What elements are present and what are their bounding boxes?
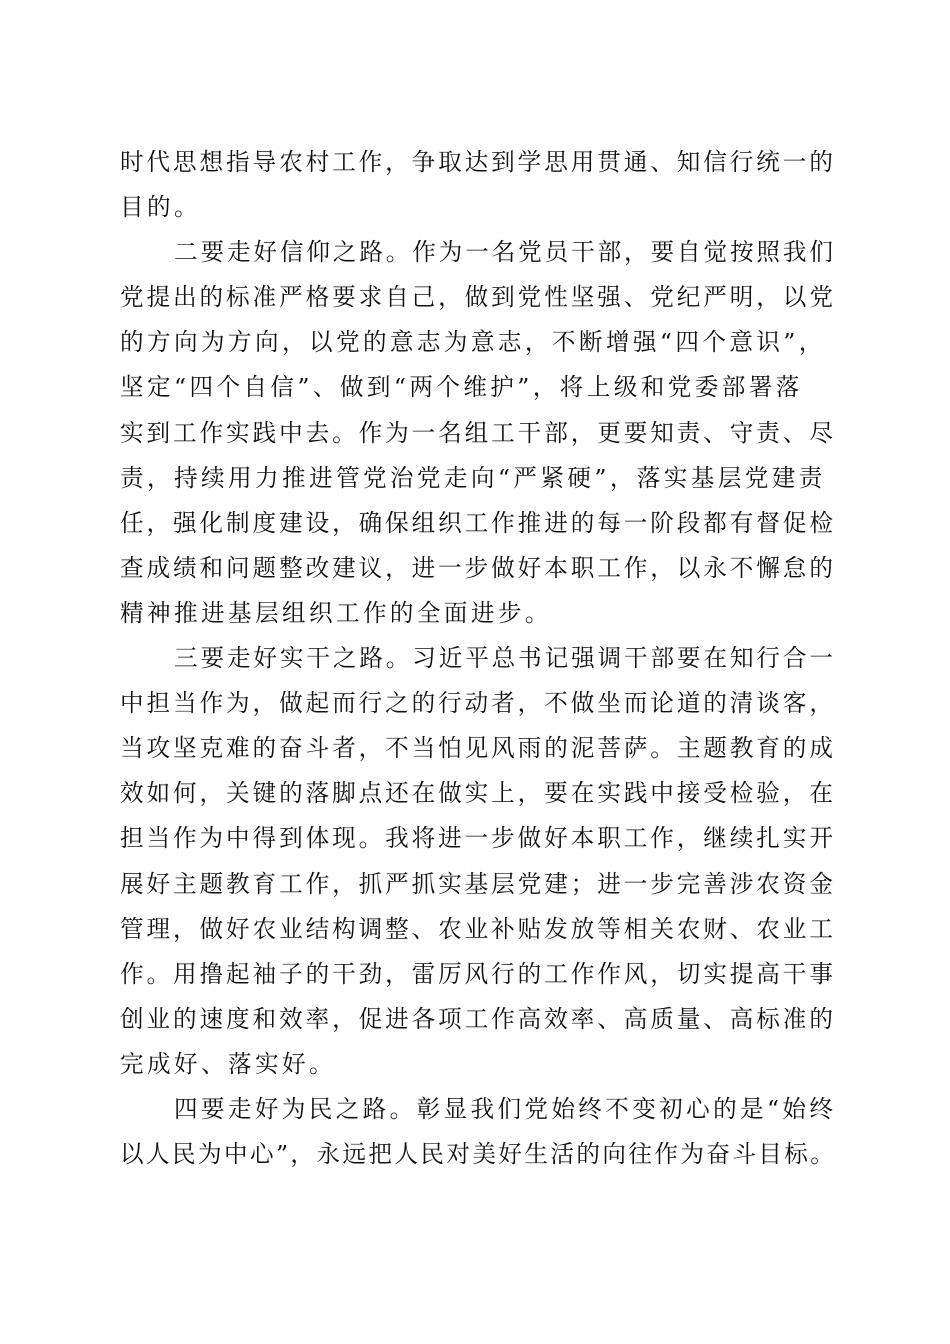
text-line: 精神推进基层组织工作的全面进步。	[120, 598, 552, 627]
paragraph-start-line: 二要走好信仰之路。作为一名党员干部，要自觉按照我们	[174, 238, 836, 267]
text-line: 目的。	[120, 193, 201, 222]
text-line: 查成绩和问题整改建议，进一步做好本职工作，以永不懈怠的	[120, 553, 836, 582]
paragraph-start-line: 三要走好实干之路。习近平总书记强调干部要在知行合一	[174, 644, 836, 673]
text-line: 任，强化制度建设，确保组织工作推进的每一阶段都有督促检	[120, 508, 836, 537]
text-line: 展好主题教育工作，抓严抓实基层党建；进一步完善涉农资金	[120, 869, 836, 898]
text-line: 责，持续用力推进管党治党走向“严紧硬”，落实基层党建责	[120, 463, 826, 492]
paragraph-start-line: 四要走好为民之路。彰显我们党始终不变初心的是“始终	[174, 1094, 837, 1123]
document-body	[120, 140, 836, 1177]
text-line: 党提出的标准严格要求自己，做到党性坚强、党纪严明，以党	[120, 283, 836, 312]
text-line: 管理，做好农业结构调整、农业补贴发放等相关农财、农业工	[120, 914, 836, 943]
text-line: 当攻坚克难的奋斗者，不当怕见风雨的泥菩萨。主题教育的成	[120, 734, 836, 763]
text-line: 坚定“四个自信”、做到“两个维护”，将上级和党委部署落	[120, 373, 803, 402]
text-line: 以人民为中心”，永远把人民对美好生活的向往作为奋斗目标。	[120, 1140, 837, 1169]
text-line: 担当作为中得到体现。我将进一步做好本职工作，继续扎实开	[120, 824, 836, 853]
text-line: 时代思想指导农村工作，争取达到学思用贯通、知信行统一的	[120, 148, 836, 176]
text-line: 完成好、落实好。	[120, 1049, 336, 1078]
text-line: 的方向为方向，以党的意志为意志，不断增强“四个意识”，	[120, 328, 826, 357]
text-line: 作。用撸起袖子的干劲，雷厉风行的工作作风，切实提高干事	[120, 959, 836, 988]
text-line: 实到工作实践中去。作为一名组工干部，更要知责、守责、尽	[120, 418, 836, 447]
text-line: 中担当作为，做起而行之的行动者，不做坐而论道的清谈客，	[120, 689, 836, 718]
text-line: 效如何，关键的落脚点还在做实上，要在实践中接受检验，在	[120, 779, 836, 808]
text-line: 创业的速度和效率，促进各项工作高效率、高质量、高标准的	[120, 1004, 836, 1033]
